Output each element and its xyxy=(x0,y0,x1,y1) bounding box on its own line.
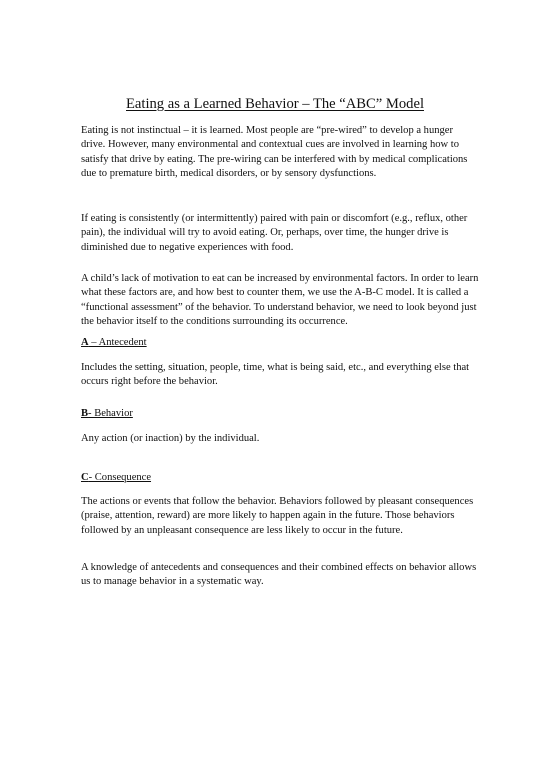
antecedent-heading xyxy=(81,336,147,350)
document-title: Eating as a Learned Behavior – The “ABC” Model xyxy=(126,96,424,112)
behavior-text: Any action (or inaction) by the individual. xyxy=(81,433,260,444)
antecedent-letter: A xyxy=(81,337,89,348)
behavior-letter: B xyxy=(81,408,89,419)
consequence-letter: C xyxy=(81,472,89,483)
intro-paragraph: Eating is not instinctual – it is learned. Most people are “pre-wired” to develop a hunger drive. However, many environmental and contextual cues are involved in learning how to satisfy that drive by eating. The pre-wiring can be interfered with by medical complications due to premature birth, medical disorders, or by sensory dysfunctions. xyxy=(81,125,468,180)
consequence-heading-text: - Consequence xyxy=(88,472,152,483)
pain-avoidance-paragraph: If eating is consistently (or intermittently) paired with pain or discomfort (e.g., reflux, other pain), the individual will try to avoid eating. Or, perhaps, over time, the hunger drive is diminished due to negative experiences with food. xyxy=(81,213,468,253)
consequence-heading xyxy=(81,471,151,485)
antecedent-text: Includes the setting, situation, people, time, what is being said, etc., and everything else that occurs right before the behavior. xyxy=(81,362,470,388)
closing-paragraph: A knowledge of antecedents and consequences and their combined effects on behavior allows us to manage behavior in a systematic way. xyxy=(81,562,477,588)
behavior-heading-text: - Behavior xyxy=(88,408,133,419)
behavior-heading xyxy=(81,407,133,421)
antecedent-heading-text: – Antecedent xyxy=(88,337,147,348)
consequence-text: The actions or events that follow the behavior. Behaviors followed by pleasant consequences (praise, attention, reward) are more likely to happen again in the future. Those behaviors followed by an unpleasant consequence are less likely to occur in the future. xyxy=(81,496,474,536)
motivation-paragraph: A child’s lack of motivation to eat can be increased by environmental factors. In order to learn what these factors are, and how best to counter them, we use the A-B-C model. It is called a “functional assessment” of the behavior. To understand behavior, we need to look beyond just the behavior itself to the conditions surrounding its occurrence. xyxy=(81,273,479,328)
